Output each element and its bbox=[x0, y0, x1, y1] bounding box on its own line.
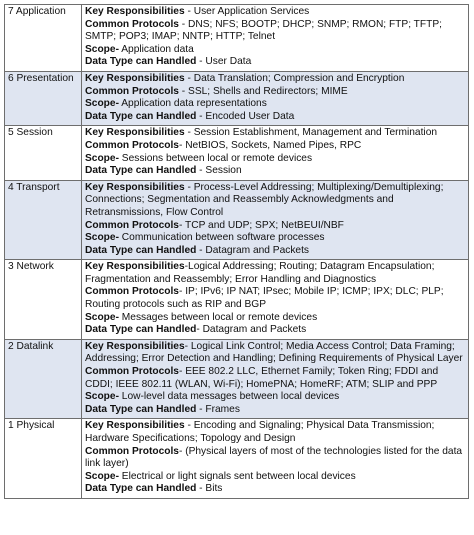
scope-line bbox=[85, 44, 465, 57]
field-value: - IP; IPv6; IP NAT; IPsec; Mobile IP; ICMP; IPX; DLC; PLP; Routing protocols such as RIP and BGP bbox=[85, 286, 444, 311]
key-responsibilities-line bbox=[85, 6, 465, 19]
table-row bbox=[5, 5, 469, 72]
field-value: - DNS; NFS; BOOTP; DHCP; SNMP; RMON; FTP; TFTP; SMTP; POP3; IMAP; NNTP; HTTP; Telnet bbox=[85, 18, 442, 43]
field-label: Common Protocols bbox=[85, 139, 179, 151]
field-label: Common Protocols bbox=[85, 85, 179, 97]
field-value: - Encoding and Signaling; Physical Data Transmission; Hardware Specifications; Topology and Design bbox=[85, 420, 435, 444]
osi-layers-table bbox=[4, 4, 469, 499]
field-value: -Logical Addressing; Routing; Datagram Encapsulation; Fragmentation and Reassembly; Error Handling and Diagnostics bbox=[85, 261, 435, 285]
scope-line bbox=[85, 312, 465, 325]
field-value: Application data representations bbox=[118, 98, 267, 110]
key-responsibilities-line bbox=[85, 182, 465, 220]
common-protocols-line bbox=[85, 446, 465, 471]
field-label: Key Responsibilities bbox=[85, 6, 185, 17]
field-label: Scope- bbox=[85, 470, 119, 482]
common-protocols-line bbox=[85, 220, 465, 233]
field-label: Common Protocols bbox=[85, 366, 179, 378]
key-responsibilities-line bbox=[85, 73, 465, 86]
table-row bbox=[5, 126, 469, 180]
data-type-line bbox=[85, 404, 465, 417]
field-label: Scope- bbox=[85, 152, 119, 164]
field-label: Key Responsibilities bbox=[85, 72, 185, 84]
field-value: - Process-Level Addressing; Multiplexing/Demultiplexing; Connections; Segmentation and Reassembly Acknowledgments and Retransmissions, Flow Control bbox=[85, 181, 444, 218]
layer-name-cell: 6 Presentation bbox=[5, 71, 82, 125]
field-label: Data Type can Handled bbox=[85, 324, 197, 336]
field-label: Scope- bbox=[85, 98, 119, 110]
field-value: - TCP and UDP; SPX; NetBEUI/NBF bbox=[178, 219, 344, 231]
field-value: - NetBIOS, Sockets, Named Pipes, RPC bbox=[178, 139, 362, 151]
field-label: Data Type can Handled bbox=[85, 244, 197, 256]
field-label: Key Responsibilities bbox=[85, 420, 185, 432]
key-responsibilities-line bbox=[85, 420, 465, 445]
field-label: Scope- bbox=[85, 311, 119, 323]
layer-name-cell: 5 Session bbox=[5, 126, 82, 180]
data-type-line bbox=[85, 56, 465, 69]
field-value: - Bits bbox=[196, 483, 223, 495]
field-value: - Datagram and Packets bbox=[196, 244, 310, 256]
key-responsibilities-line bbox=[85, 127, 465, 140]
layer-details-cell bbox=[82, 339, 469, 419]
field-label: Key Responsibilities bbox=[85, 127, 185, 139]
layer-name-cell: 1 Physical bbox=[5, 419, 82, 499]
field-value: - User Application Services bbox=[184, 6, 310, 17]
common-protocols-line bbox=[85, 19, 465, 44]
scope-line bbox=[85, 471, 465, 484]
layer-details-cell bbox=[82, 180, 469, 260]
field-value: - Session bbox=[196, 165, 242, 177]
field-value: Communication between software processes bbox=[118, 232, 325, 244]
data-type-line bbox=[85, 165, 465, 178]
key-responsibilities-line bbox=[85, 261, 465, 286]
data-type-line bbox=[85, 245, 465, 258]
field-value: - Encoded User Data bbox=[196, 110, 295, 122]
common-protocols-line bbox=[85, 140, 465, 153]
common-protocols-line bbox=[85, 366, 465, 391]
layer-name-cell: 7 Application bbox=[5, 5, 82, 72]
field-value: - Logical Link Control; Media Access Control; Data Framing; Addressing; Error Detection and Handling; Defining Requirements of Physical Layer bbox=[85, 340, 463, 365]
key-responsibilities-line bbox=[85, 341, 465, 366]
field-label: Data Type can Handled bbox=[85, 56, 197, 68]
layer-details-cell bbox=[82, 71, 469, 125]
scope-line bbox=[85, 98, 465, 111]
layer-name-cell: 4 Transport bbox=[5, 180, 82, 260]
common-protocols-line bbox=[85, 286, 465, 311]
field-label: Data Type can Handled bbox=[85, 403, 197, 415]
layer-name-cell: 3 Network bbox=[5, 260, 82, 340]
field-value: Messages between local or remote devices bbox=[118, 311, 318, 323]
scope-line bbox=[85, 391, 465, 404]
field-value: Electrical or light signals sent between local devices bbox=[118, 470, 356, 482]
data-type-line bbox=[85, 483, 465, 496]
field-label: Data Type can Handled bbox=[85, 483, 197, 495]
field-label: Key Responsibilities bbox=[85, 181, 185, 193]
field-value: - Frames bbox=[196, 403, 240, 415]
layer-details-cell bbox=[82, 126, 469, 180]
scope-line bbox=[85, 153, 465, 166]
layer-details-cell bbox=[82, 419, 469, 499]
table-row bbox=[5, 260, 469, 340]
field-value: - EEE 802.2 LLC, Ethernet Family; Token Ring; FDDI and CDDI; IEEE 802.11 (WLAN, Wi-Fi); HomePNA; HomeRF; ATM; SLIP and PPP bbox=[85, 366, 439, 390]
table-row bbox=[5, 180, 469, 260]
field-value: Sessions between local or remote devices bbox=[118, 152, 313, 164]
field-label: Scope- bbox=[85, 232, 119, 244]
field-label: Data Type can Handled bbox=[85, 165, 197, 177]
scope-line bbox=[85, 232, 465, 245]
field-label: Common Protocols bbox=[85, 18, 179, 30]
table-row bbox=[5, 339, 469, 419]
field-value: - SSL; Shells and Redirectors; MIME bbox=[178, 85, 348, 97]
layer-details-cell bbox=[82, 5, 469, 72]
osi-table-body bbox=[5, 5, 469, 499]
field-label: Key Responsibilities bbox=[85, 340, 185, 352]
layer-details-cell bbox=[82, 260, 469, 340]
field-label: Scope- bbox=[85, 43, 119, 55]
data-type-line bbox=[85, 324, 465, 337]
layer-name-cell: 2 Datalink bbox=[5, 339, 82, 419]
field-value: Low-level data messages between local devices bbox=[118, 391, 340, 403]
table-row bbox=[5, 71, 469, 125]
field-value: Application data bbox=[118, 43, 194, 55]
field-label: Data Type can Handled bbox=[85, 110, 197, 122]
field-label: Common Protocols bbox=[85, 219, 179, 231]
field-value: - User Data bbox=[196, 56, 252, 68]
field-label: Common Protocols bbox=[85, 286, 179, 298]
field-label: Common Protocols bbox=[85, 445, 179, 457]
table-row bbox=[5, 419, 469, 499]
field-value: - (Physical layers of most of the technologies listed for the data link layer) bbox=[85, 445, 463, 470]
field-value: - Session Establishment, Management and Termination bbox=[184, 127, 438, 139]
field-value: - Datagram and Packets bbox=[196, 324, 307, 336]
field-label: Scope- bbox=[85, 391, 119, 403]
field-label: Key Responsibilities bbox=[85, 261, 185, 273]
field-value: - Data Translation; Compression and Encryption bbox=[184, 72, 405, 84]
data-type-line bbox=[85, 111, 465, 124]
common-protocols-line bbox=[85, 86, 465, 99]
